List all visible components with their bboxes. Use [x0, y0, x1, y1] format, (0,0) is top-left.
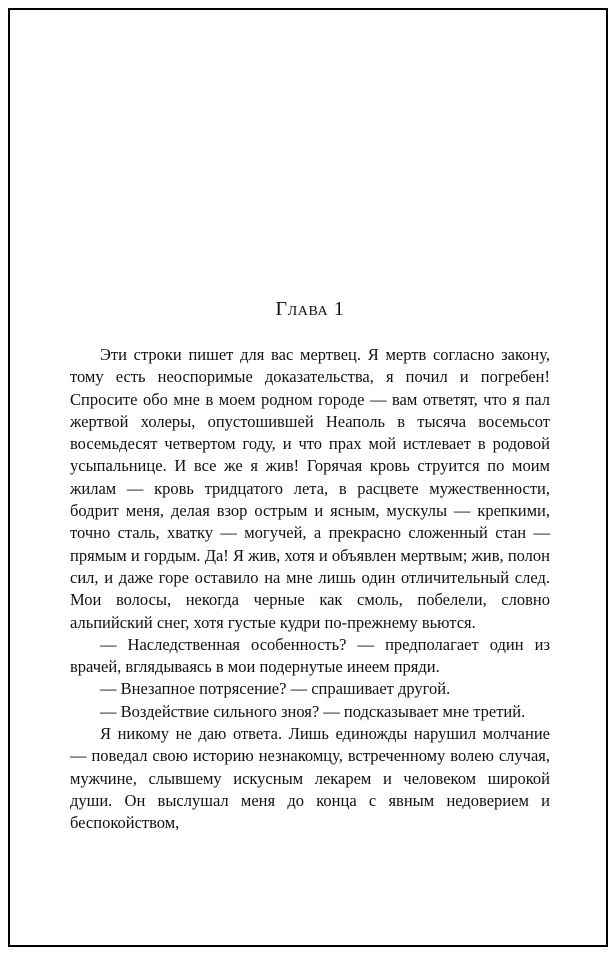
paragraph-3-dialogue: — Внезапное потрясение? — спрашивает другой.	[100, 679, 451, 699]
paragraph-1: Эти строки пишет для вас мертвец. Я мертв согласно закону, тому есть неоспоримые доказательства, я почил и погребен! Спросите обо мне в моем родном городе — вам ответят, что я пал жертвой холеры, опустошившей Неаполь в тысяча восемьсот восемьдесят четвертом году, и что прах мой истлевает в родовой усыпальнице. И все же я жив! Горячая кровь струится по моим жилам — кровь тридцатого лета, в расцвете мужественности, бодрит меня, делая взор острым и ясным, мускулы — крепкими, точно сталь, хватку — могучей, а прекрасно сложенный стан — прямым и гордым. Да! Я жив, хотя и объявлен мертвым; жив, полон сил, и даже горе оставило на мне лишь один отличительный след. Мои волосы, некогда черные как смоль, побелели, словно альпийский снег, хотя густые кудри по-прежнему вьются.	[70, 345, 550, 632]
book-page	[8, 8, 608, 947]
body-text	[70, 344, 550, 835]
paragraph-5: Я никому не даю ответа. Лишь единожды нарушил молчание — поведал свою историю незнакомцу, встреченному волею случая, мужчине, слывшему искусным лекарем и человеком широкой души. Он выслушал меня до конца с явным недоверием и беспокойством,	[70, 724, 550, 833]
paragraph-4-dialogue: — Воздействие сильного зноя? — подсказывает мне третий.	[100, 701, 526, 721]
chapter-title: Глава 1	[275, 298, 345, 320]
paragraph-2-dialogue: — Наследственная особенность? — предполагает один из врачей, вглядываясь в мои подернутые инеем пряди.	[70, 634, 550, 677]
page-content	[10, 298, 606, 835]
